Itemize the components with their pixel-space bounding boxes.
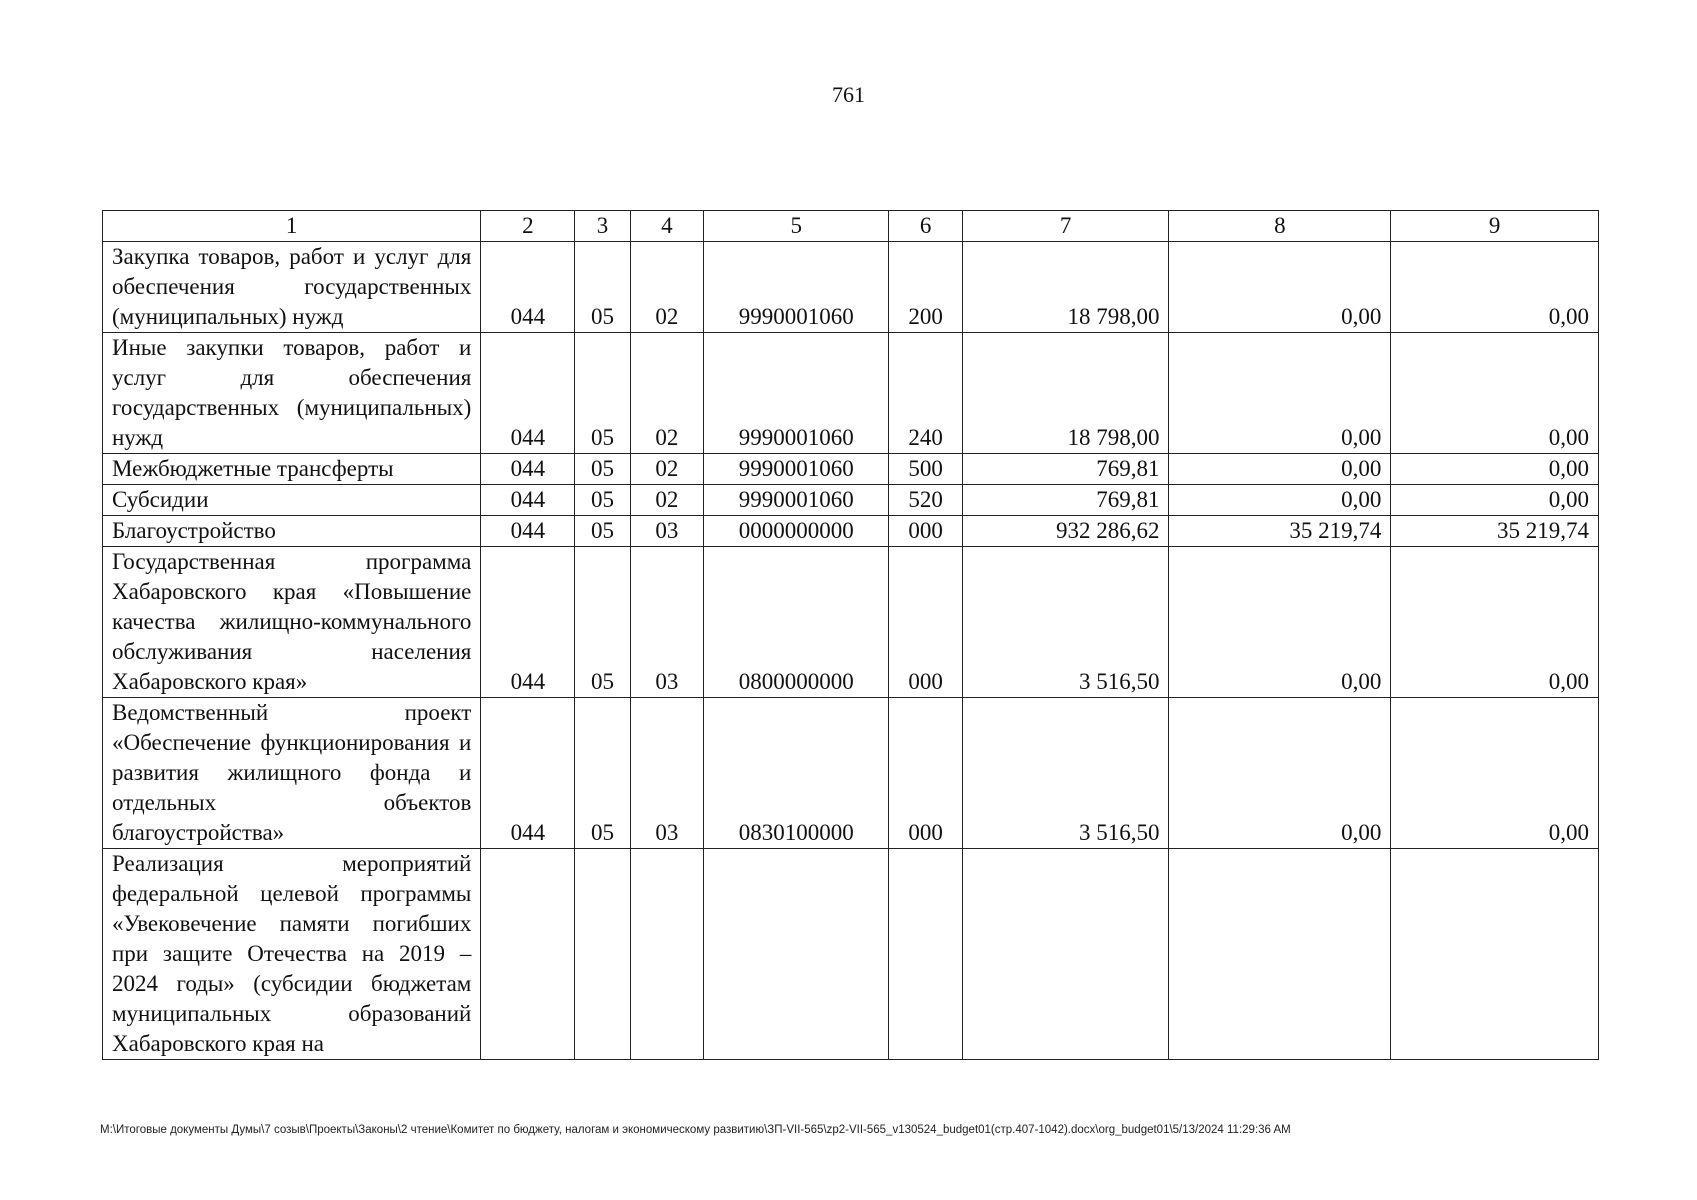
cell-amount-3: 0,00	[1391, 454, 1599, 485]
cell-grbs: 044	[481, 547, 575, 698]
row-name: Ведомственный проект «Обеспечение функционирования и развития жилищного фонда и отдельных объектов благоустройства»	[103, 698, 481, 849]
cell-grbs: 044	[481, 698, 575, 849]
column-header-6: 6	[889, 211, 963, 242]
cell-section: 05	[575, 333, 630, 454]
cell-amount-3: 0,00	[1391, 547, 1599, 698]
column-header-4: 4	[630, 211, 704, 242]
cell-target-article: 9990001060	[704, 242, 889, 333]
row-name: Реализация мероприятий федеральной целевой программы «Увековечение памяти погибших при защите Отечества на 2019 – 2024 годы» (субсидии бюджетам муниципальных образований Хабаровского края на	[103, 849, 481, 1060]
cell-expense-type: 520	[889, 485, 963, 516]
cell-target-article: 9990001060	[704, 333, 889, 454]
cell-subsection: 03	[630, 698, 704, 849]
cell-amount-3: 0,00	[1391, 698, 1599, 849]
table-row	[103, 516, 1599, 547]
cell-expense-type: 000	[889, 547, 963, 698]
cell-target-article	[704, 849, 889, 1060]
table-row	[103, 242, 1599, 333]
cell-amount-2	[1169, 849, 1391, 1060]
cell-amount-1: 3 516,50	[962, 698, 1169, 849]
cell-section: 05	[575, 547, 630, 698]
cell-subsection: 02	[630, 242, 704, 333]
column-header-7: 7	[962, 211, 1169, 242]
cell-amount-2: 0,00	[1169, 333, 1391, 454]
cell-amount-3: 0,00	[1391, 242, 1599, 333]
cell-amount-2: 0,00	[1169, 547, 1391, 698]
row-name: Субсидии	[103, 485, 481, 516]
cell-subsection	[630, 849, 704, 1060]
cell-expense-type: 240	[889, 333, 963, 454]
cell-amount-1	[962, 849, 1169, 1060]
cell-target-article: 0800000000	[704, 547, 889, 698]
cell-section: 05	[575, 698, 630, 849]
cell-expense-type: 000	[889, 516, 963, 547]
cell-subsection: 02	[630, 454, 704, 485]
cell-amount-1: 18 798,00	[962, 242, 1169, 333]
column-header-1: 1	[103, 211, 481, 242]
table-row	[103, 333, 1599, 454]
cell-amount-1: 3 516,50	[962, 547, 1169, 698]
cell-amount-2: 0,00	[1169, 454, 1391, 485]
table-row	[103, 547, 1599, 698]
row-name: Межбюджетные трансферты	[103, 454, 481, 485]
cell-subsection: 02	[630, 485, 704, 516]
column-header-3: 3	[575, 211, 630, 242]
column-header-9: 9	[1391, 211, 1599, 242]
cell-expense-type: 200	[889, 242, 963, 333]
cell-amount-2: 35 219,74	[1169, 516, 1391, 547]
column-header-8: 8	[1169, 211, 1391, 242]
cell-amount-1: 932 286,62	[962, 516, 1169, 547]
cell-grbs: 044	[481, 485, 575, 516]
budget-table	[102, 210, 1599, 1060]
cell-target-article: 0830100000	[704, 698, 889, 849]
cell-expense-type: 000	[889, 698, 963, 849]
cell-amount-2: 0,00	[1169, 242, 1391, 333]
cell-amount-3: 0,00	[1391, 485, 1599, 516]
cell-section: 05	[575, 454, 630, 485]
column-header-2: 2	[481, 211, 575, 242]
cell-subsection: 02	[630, 333, 704, 454]
row-name: Благоустройство	[103, 516, 481, 547]
table-row	[103, 849, 1599, 1060]
cell-subsection: 03	[630, 547, 704, 698]
cell-amount-2: 0,00	[1169, 485, 1391, 516]
cell-amount-1: 18 798,00	[962, 333, 1169, 454]
row-name: Иные закупки товаров, работ и услуг для обеспечения государственных (муниципальных) нужд	[103, 333, 481, 454]
cell-expense-type: 500	[889, 454, 963, 485]
page-number: 761	[832, 82, 865, 107]
table-row	[103, 454, 1599, 485]
cell-grbs	[481, 849, 575, 1060]
table-row	[103, 485, 1599, 516]
header-row	[103, 211, 1599, 242]
cell-expense-type	[889, 849, 963, 1060]
document-path-footer: M:\Итоговые документы Думы\7 созыв\Проекты\Законы\2 чтение\Комитет по бюджету, налогам и экономическому развитию\ЗП-VII-565\zp2-VII-565_v130524_budget01(стр.407-1042).docx\org_budget01\5/13/2024 11:29:36 AM	[100, 1124, 1291, 1136]
cell-section: 05	[575, 485, 630, 516]
column-header-5: 5	[704, 211, 889, 242]
cell-amount-1: 769,81	[962, 485, 1169, 516]
table-row	[103, 698, 1599, 849]
cell-grbs: 044	[481, 516, 575, 547]
cell-grbs: 044	[481, 333, 575, 454]
cell-section: 05	[575, 242, 630, 333]
cell-grbs: 044	[481, 242, 575, 333]
cell-subsection: 03	[630, 516, 704, 547]
row-name: Государственная программа Хабаровского края «Повышение качества жилищно-коммунального обслуживания населения Хабаровского края»	[103, 547, 481, 698]
cell-target-article: 9990001060	[704, 454, 889, 485]
cell-target-article: 9990001060	[704, 485, 889, 516]
cell-amount-2: 0,00	[1169, 698, 1391, 849]
cell-section: 05	[575, 516, 630, 547]
cell-section	[575, 849, 630, 1060]
cell-amount-1: 769,81	[962, 454, 1169, 485]
row-name: Закупка товаров, работ и услуг для обеспечения государственных (муниципальных) нужд	[103, 242, 481, 333]
cell-grbs: 044	[481, 454, 575, 485]
cell-amount-3	[1391, 849, 1599, 1060]
cell-amount-3: 0,00	[1391, 333, 1599, 454]
cell-target-article: 0000000000	[704, 516, 889, 547]
cell-amount-3: 35 219,74	[1391, 516, 1599, 547]
